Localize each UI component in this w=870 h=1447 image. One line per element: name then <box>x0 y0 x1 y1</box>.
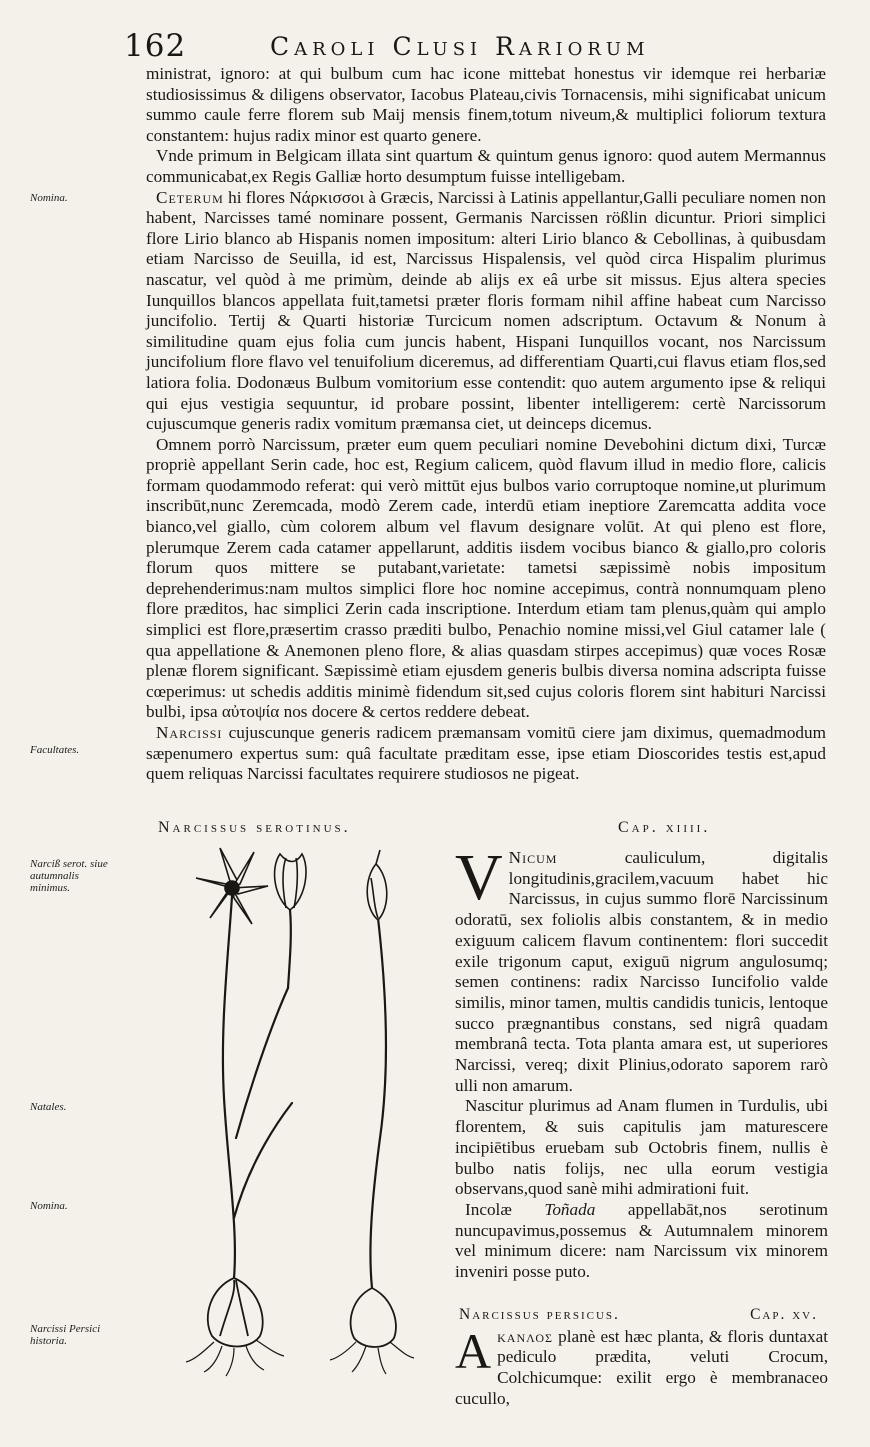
chapter-14-paragraph-1 <box>455 841 828 1096</box>
plant-local-name: Toñada <box>544 1199 596 1219</box>
chapter-14-dropcap: V <box>455 841 503 914</box>
chapter-14-paragraph-2: Nascitur plurimus ad Anam flumen in Turdulis, ubi florentem, & suis capitulis jam maturescere incipiētibus eruebam sub Octobris finem, nullis è bulbo natis folijs, nec ulla eorum vestigia observans,quod sanè mihi admirationi fuit. <box>455 1096 828 1199</box>
right-plant-bulb <box>351 1288 396 1347</box>
left-plant-leaf <box>236 988 288 1138</box>
chapter-15-text-1: planè est hæc planta, & floris duntaxat pediculo prædita, veluti Crocum, Colchicumque: exilit ergo è membranaceo cucullo, <box>455 1326 828 1408</box>
chapter-14-paragraph-3 <box>455 1200 828 1283</box>
paragraph-3-text: hi flores Νάρκισσοι à Græcis, Narcissi à Latinis appellantur,Galli peculiare nomen non habent, Narcisses tamé nominare possent, Germanis Narcissen rößlin dicuntur. Priori simplici flore Lirio blanco ab Hispanis nomen impositum: alteri Lirio blanco & Cebollinas, à quibusdam etiam Narcisso de Seuilla, id est, Narcissus Hispalensis, vel quòd circa Hispalim plurimus nascatur, vel quòd à me primùm, deinde ab alijs ex eâ urbe sit missus. Ejus altera species Iunquillos blancos appellata fuit,tametsi præter floris formam nihil affine habeat cum Narcisso juncifolio. Tertij & Quarti historiæ Turcicum nomen adscriptum. Octavum & Nonum à similitudine quam ejus folia cum juncis habent, Hispani Iunquillos vocant, nos Narcissum juncifolium flore flavo vel tenuifolium diceremus, ad differentiam Quarti,cui flavus etiam flos,sed latiora folia. Dodonæus Bulbum vomitorium esse contendit: quo autem argumento ipse & reliqui qui ejus vestigia sequuntur, id probare possint, libenter intelligerem: certè Narcissorum cujuscumque generis radix vomitum præmansa ciet, ut deinceps dicemus. <box>146 187 827 434</box>
chapter-14-column <box>455 841 828 1410</box>
margin-note-nomina: Nomina. <box>30 192 68 204</box>
left-plant-bud <box>275 854 306 910</box>
paragraph-5-text: cujuscunque generis radicem præmansam vomitū ciere jam diximus, quemadmodum sæpenumero expertus sum: quâ facultate præditam esse, ipse etiam Dioscorides testis est,apud quem reliquas Narcissi facultates requirere studiosos ne pigeat. <box>146 723 826 784</box>
chapter-14-heading: Cap. xiiii. <box>618 819 711 836</box>
right-plant-capsule <box>367 850 387 920</box>
chapter-15-heading <box>455 1299 828 1327</box>
chapter-15-title: Narcissus persicus. <box>459 1305 620 1323</box>
left-plant-stem <box>223 896 235 1278</box>
narcissus-illustration <box>150 838 450 1378</box>
chapter-14-text-1: cauliculum, digitalis longitudinis,gracilem,vacuum habet hic Narcissus, in cujus summo florē Narcissinum odoratū, sex foliolis albis constantem, & in medio exiguum calicem flavum continentem: flori succedit exile trigonum caput, exiguū nigrum angulosumq; semen continens: radix Narcisso Iuncifolio valde similis, minor tamen, multis candidis tunicis, lentoque succo prægnantibus constans, sed nigrâ quadam membranâ tecta. Tota planta amara est, ut superiores Narcissi, vereq; dixit Plinius,odorato saporem rarò ulli non amarum. <box>455 848 828 1095</box>
margin-note-natales: Natales. <box>30 1101 67 1113</box>
chapter-14-lead: Nicum <box>508 848 558 867</box>
chapter-14-text-3a: Incolæ <box>465 1199 545 1219</box>
chapter-15-number: Cap. xv. <box>750 1305 818 1323</box>
chapter-15-paragraph-1 <box>455 1322 828 1410</box>
paragraph-3 <box>146 188 826 435</box>
margin-note-narcissus-serotinus: Narciß serot. siue autumnalis minimus. <box>30 858 108 894</box>
paragraph-2: Vnde primum in Belgicam illata sint quartum & quintum genus ignoro: quod autem Mermannus communicabat,ex Regis Galliæ horto desumptum fuisse intelligebam. <box>146 146 826 186</box>
paragraph-5 <box>146 723 826 785</box>
page-number: 162 <box>124 28 187 64</box>
paragraph-1: ministrat, ignoro: at qui bulbum cum hac icone mittebat honestus vir idemque rei herbariæ studiosissimus & diligens observator, Iacobus Plateau,civis Tornacensis, mihi significabat unicum summo caule ferre florem sub Maij mensis finem,totum niveum,& multiplici foliorum textura constantem: hujus radix minor est quarto genere. <box>146 64 826 145</box>
chapter-15-dropcap: A <box>455 1322 492 1379</box>
main-text <box>146 64 826 785</box>
left-plant-pedicel <box>288 910 291 988</box>
right-plant-stem <box>370 918 386 1288</box>
left-plant-bulb <box>208 1278 263 1347</box>
left-plant-flower <box>196 848 268 924</box>
chapter-14-text-3b: appellabāt,nos serotinum nuncupavimus,possemus & Autumnalem minorem vel minimum dicere: nam Narcissum vix minorem inveniri posse puto. <box>455 1199 828 1282</box>
running-title: Caroli Clusi Rariorum <box>270 32 650 61</box>
left-plant-leaf-2 <box>234 1103 292 1218</box>
chapter-15-lead: κανλος <box>497 1326 553 1346</box>
figure-caption: Narcissus serotinus. <box>158 819 351 836</box>
margin-note-narcissi-persici: Narcissi Persici historia. <box>30 1323 101 1347</box>
margin-note-facultates: Facultates. <box>30 744 80 756</box>
margin-note-nomina-2: Nomina. <box>30 1200 68 1212</box>
paragraph-3-lead: Ceterum <box>156 187 224 207</box>
page-header <box>110 28 800 66</box>
paragraph-5-lead: Narcissi <box>156 723 223 742</box>
paragraph-4: Omnem porrò Narcissum, præter eum quem peculiari nomine Devebohini dictum dixi, Turcæ propriè appellant Serin cade, hoc est, Regium calicem, quòd flavum illud in medio flore, calicis formam quodammodo referat: qui verò mittūt ejus bulbos vario corruptoque nomine,ut plurimum inscribūt,nunc Zeremcada, modò Zerem cade, interdū etiam ineptiore Zaremcatta addita voce bianco,vel giallo, cùm colorem album vel flavum designare volūt. At qui pleno est flore, plerumque Zerem cada catamer appellarunt, additis iisdem vocibus bianco & giallo,pro coloris florum quos mittere se putabant,varietate: tametsi sæpissimè nobis impositum deprehenderimus:nam multos simplici flore hoc nomine accepimus, contrà nonnumquam pleno flore præditos, hac simplici Zerin cada inscriptione. Interdum etiam tam plenus,quàm qui amplo simplici est flore,præsertim crasso præditi bulbo, Penachio nomine missi,vel Giul catamer lale ( qua appellatione & Anemonen pleno flore, & alias quasdam stirpes accepimus) quæ voces Rosæ plenæ florem significant. Sæpissimè etiam ejusdem generis bulbis diversa nomina adscripta fuisse cœperimus: ut schedis additis minimè fidendum sit,sed cujus coloris florem sint habituri Narcissi bulbi, ipsa αὐτοψία nos docere & certos reddere debeat. <box>146 434 826 722</box>
